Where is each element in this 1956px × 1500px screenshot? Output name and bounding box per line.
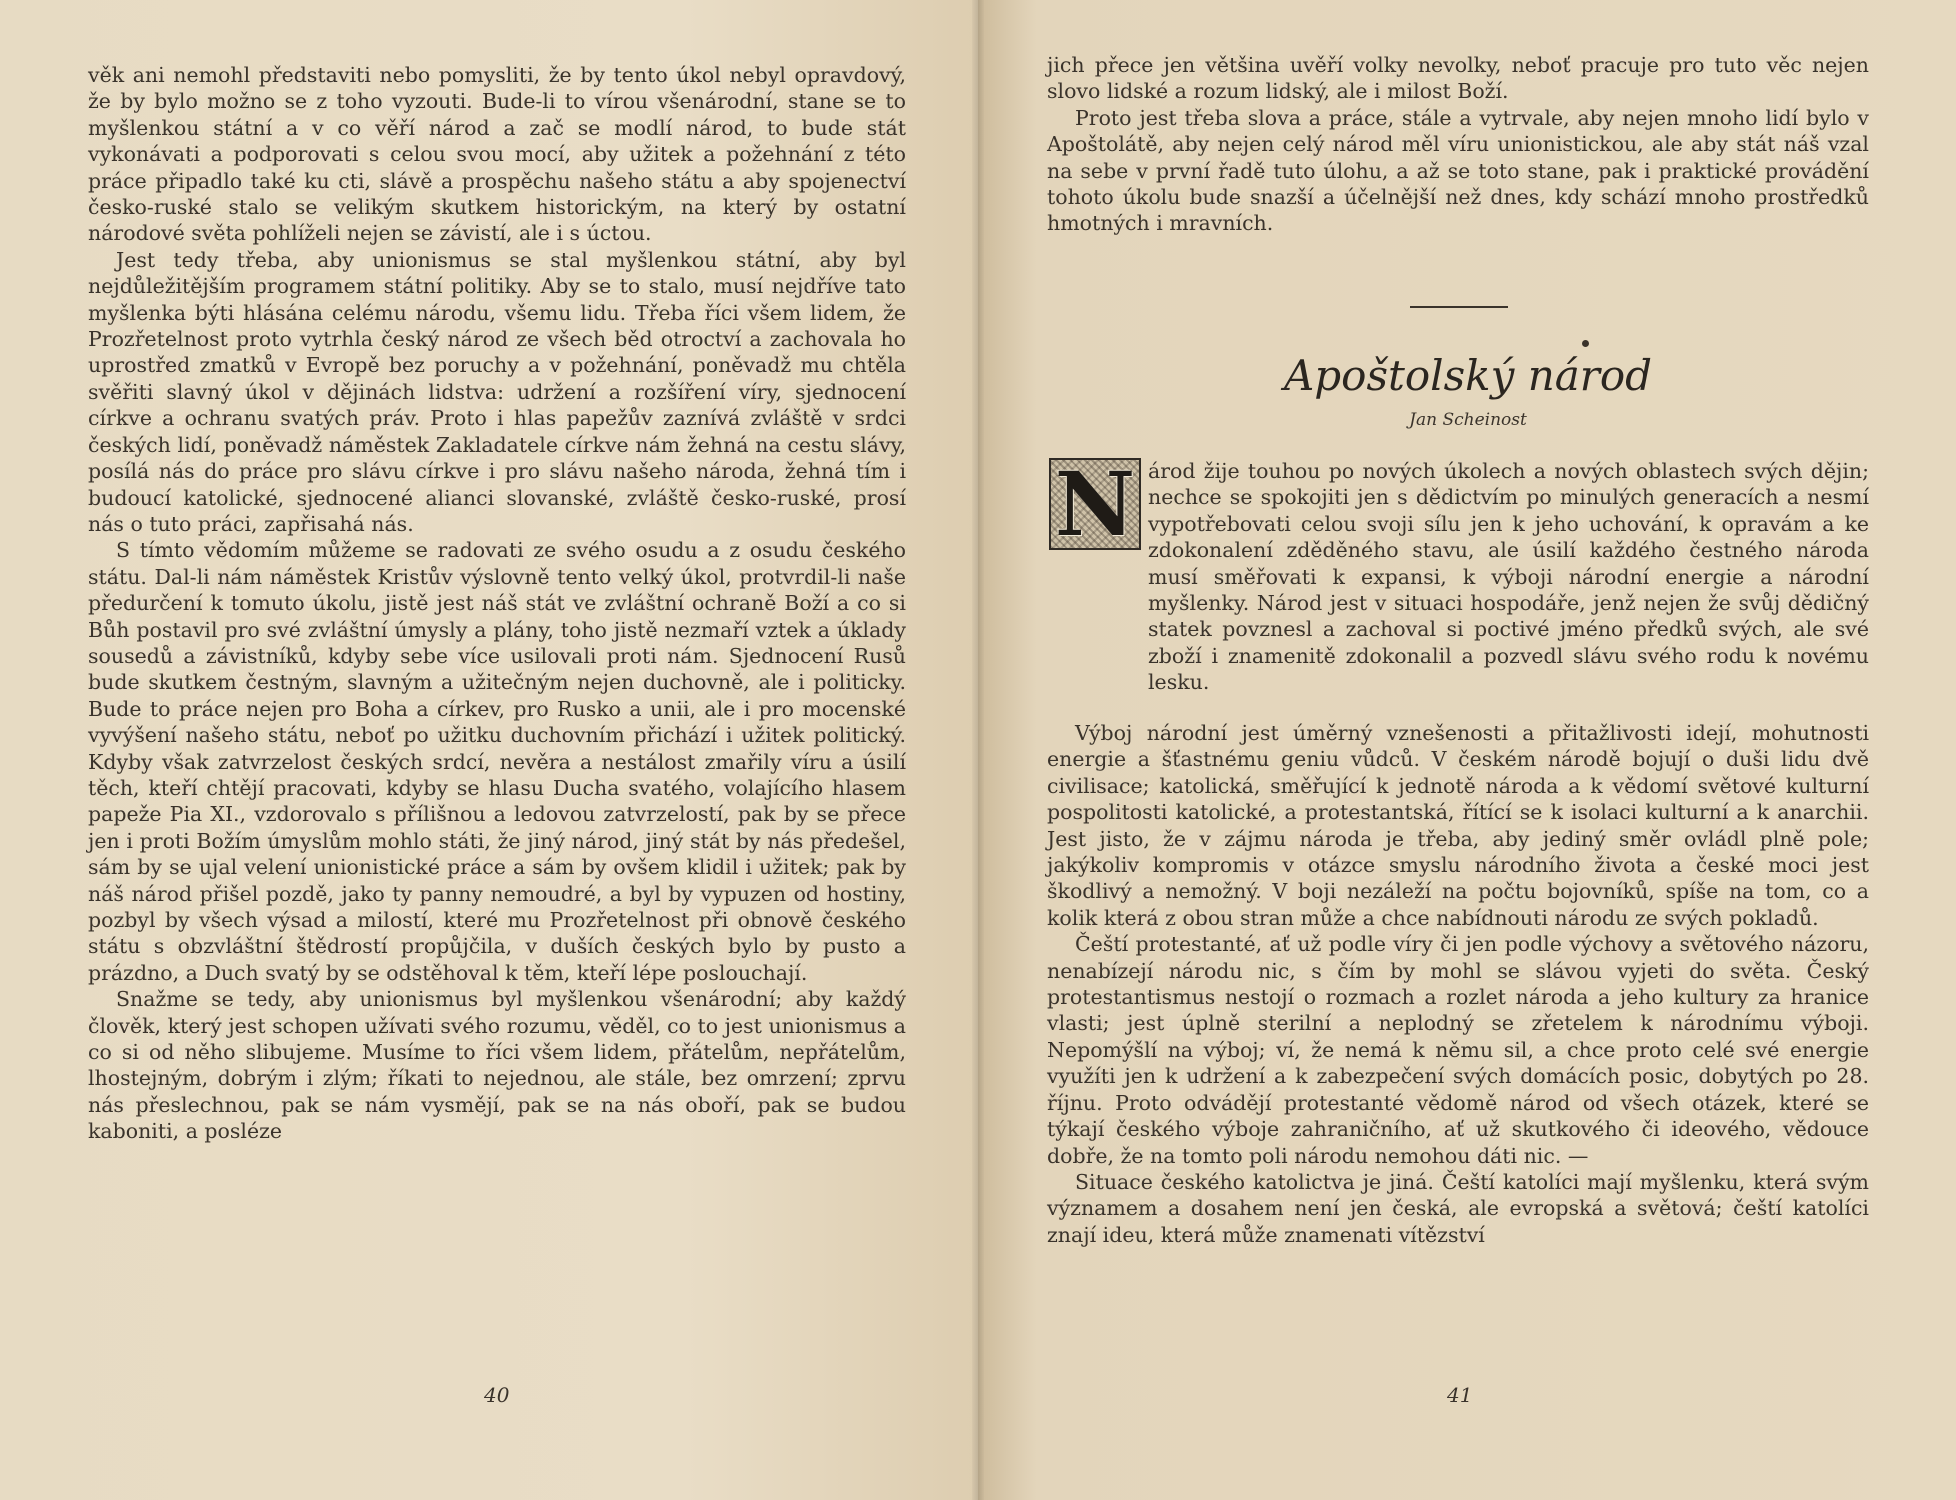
article-paragraph-3: Čeští protestanté, ať už podle víry či jen podle výchovy a světového názoru, nenabízejí národu nic, s čím by mohl se slávou vyjeti do světa. Český protestantismus nestojí o rozmach a rozlet národa a jeho kultury za hranice vlasti; jest úplně sterilní a neplodný se zřetelem k národnímu výboji. Nepomýšlí na výboj; ví, že nemá k němu sil, a chce proto celé své energie využíti jen k udržení a k zabezpečení svých domácích posic, dobytých po 28. říjnu. Proto odvádějí protestanté vědomě národ od všech otázek, které se týkají českého výboje zahraničního, ať už skutkového či ideového, vědouce dobře, že na tomto poli národu nemohou dáti nic. — [1047, 932, 1869, 1168]
page-number-left: 40 [484, 1383, 510, 1407]
right-paragraph-2: Proto jest třeba slova a práce, stále a vytrvale, aby nejen mnoho lidí bylo v Apoštolátě, aby nejen celý národ měl víru unionistickou, ale aby stát náš vzal na sebe v první řadě tuto úlohu, a až se toto stane, pak i praktické provádění tohoto úkolu bude snazší a účelnější než dnes, kdy schází mnoho prostředků hmotných i mravních. [1047, 105, 1869, 236]
article-body [1047, 720, 1869, 1248]
article-author: Jan Scheinost [1409, 410, 1527, 430]
article-paragraph-2: Výboj národní jest úměrný vznešenosti a přitažlivosti idejí, mohutnosti energie a šťastnému geniu vůdců. V českém národě bojují o duši lidu dvě civilisace; katolická, směřující k jednotě národa a k vědomí světové kulturní pospolitosti katolické, a protestantská, řítící se k isolaci kulturní a k anarchii. Jest jisto, že v zájmu národa je třeba, aby jediný směr ovládl plně pole; jakýkoliv kompromis v otázce smyslu národního života a české moci jest škodlivý a nemožný. V boji nezáleží na počtu bojovníků, spíše na tom, co a kolik která z obou stran může a chce nabídnouti národu ze svých pokladů. [1047, 721, 1869, 930]
article-first-paragraph [1148, 458, 1869, 696]
left-paragraph-1: věk ani nemohl představiti nebo pomysliti, že by tento úkol nebyl opravdový, že by bylo možno se z toho vyzouti. Bude-li to vírou všenárodní, stane se to myšlenkou státní a v co věří národ a zač se modlí národ, to bude stát vykonávati a podporovati s celou svou mocí, aby užitek a požehnání z této práce připadlo také ku cti, slávě a prospěchu našeho státu a aby spojenectví česko-ruské stalo se velikým skutkem historickým, na který by ostatní národové světa pohlíželi nejen se závistí, ale i s úctou. [88, 63, 906, 246]
book-gutter [972, 0, 984, 1500]
left-paragraph-2: Jest tedy třeba, aby unionismus se stal myšlenkou státní, aby byl nejdůležitějším programem státní politiky. Aby se to stalo, musí nejdříve tato myšlenka býti hlásána celému národu, všemu lidu. Třeba říci všem lidem, že Prozřetelnost proto vytrhla český národ ze všech běd otroctví a zachovala ho uprostřed zmatků v Evropě bez poruchy a v požehnání, poněvadž mu chtěla svěřiti slavný úkol v dějinách lidstva: udržení a rozšíření víry, sjednocení církve a ochranu svatých práv. Proto i hlas papežův zaznívá zvláště v srdci českých lidí, poněvadž náměstek Zakladatele církve nám žehná na cestu slávy, posílá nás do práce pro slávu církve i pro slávu našeho národa, žehná tím i budoucí katolické, sjednocené alianci slovanské, zvláště česko-ruské, prosí nás o tuto práci, zapřisahá nás. [88, 247, 906, 536]
article-paragraph-1: árod žije touhou po nových úkolech a nových oblastech svých dějin; nechce se spokojiti jen s dědictvím po minulých generacích a nesmí vypotřebovati celou svoji sílu jen k jeho uchování, k opravám a ke zdokonalení zděděného stavu, ale úsilí každého čestného národa musí směřovati k expansi, k výboji národní energie a národní myšlenky. Národ jest v situaci hospodáře, jenž nejen že svůj dědičný statek povznesl a zachoval si poctivé jméno předků svých, ale své zboží i znamenitě zdokonalil a pozvedl slávu svého rodu k novému lesku. [1148, 459, 1869, 695]
section-divider [1410, 306, 1508, 308]
left-page-text [88, 62, 906, 1145]
right-page-top-text [1047, 52, 1869, 237]
left-paragraph-4: Snažme se tedy, aby unionismus byl myšlenkou všenárodní; aby každý člověk, který jest schopen užívati svého rozumu, věděl, co to jest unionismus a co si od něho slibujeme. Musíme to říci všem lidem, přátelům, nepřátelům, lhostejným, dobrým i zlým; říkati to nejednou, ale stále, bez omrzení; zprvu nás přeslechnou, pak se nám vysmějí, pak se na nás oboří, pak se budou kaboniti, a posléze [88, 987, 906, 1144]
drop-cap-initial: N [1049, 458, 1141, 550]
right-paragraph-1: jich přece jen většina uvěří volky nevolky, neboť pracuje pro tuto věc nejen slovo lidské a rozum lidský, ale i milost Boží. [1047, 53, 1869, 104]
left-paragraph-3: S tímto vědomím můžeme se radovati ze svého osudu a z osudu českého státu. Dal-li nám náměstek Kristův výslovně tento velký úkol, protvrdil-li naše předurčení k tomuto úkolu, jistě jest náš stát ve zvláštní ochraně Boží a co si Bůh postavil pro své zvláštní úmysly a plány, toho jistě nezmaří vztek a úklady sousedů a závistníků, kdyby sebe více usilovali proti nám. Sjednocení Rusů bude skutkem čestným, slavným a užitečným nejen duchovně, ale i politicky. Bude to práce nejen pro Boha a církev, pro Rusko a unii, ale i pro mocenské vyvýšení našeho státu, neboť po užitku duchovním přichází i užitek politický. Kdyby však zatvrzelost českých srdcí, nevěra a nestálost zmařily víru a úsilí těch, kteří chtějí pracovati, kdyby se hlasu Ducha svatého, volajícího hlasem papeže Pia XI., vzdorovalo s přílišnou a ledovou zatvrzelostí, pak by se přece jen i proti Božím úmyslům mohlo státi, že jiný národ, jiný stát by nás předešel, sám by se ujal velení unionistické práce a sám by ovšem klidil i užitek; pak by náš národ přišel pozdě, jako ty panny nemoudré, a byl by vypuzen od hostiny, pozbyl by všech výsad a milostí, které mu Prozřetelnost při obnově českého státu s obzvláštní štědrostí propůjčila, v duších českých bylo by pusto a prázdno, a Duch svatý by se odstěhoval k těm, kteří lépe poslouchají. [88, 538, 906, 985]
article-paragraph-4: Situace českého katolictva je jiná. Čeští katolíci mají myšlenku, která svým významem a dosahem není jen česká, ale evropská a světová; čeští katolíci znají ideu, která může znamenati vítězství [1047, 1169, 1869, 1247]
page-number-right: 41 [1447, 1383, 1473, 1407]
article-title: Apoštolský národ [1283, 351, 1653, 400]
